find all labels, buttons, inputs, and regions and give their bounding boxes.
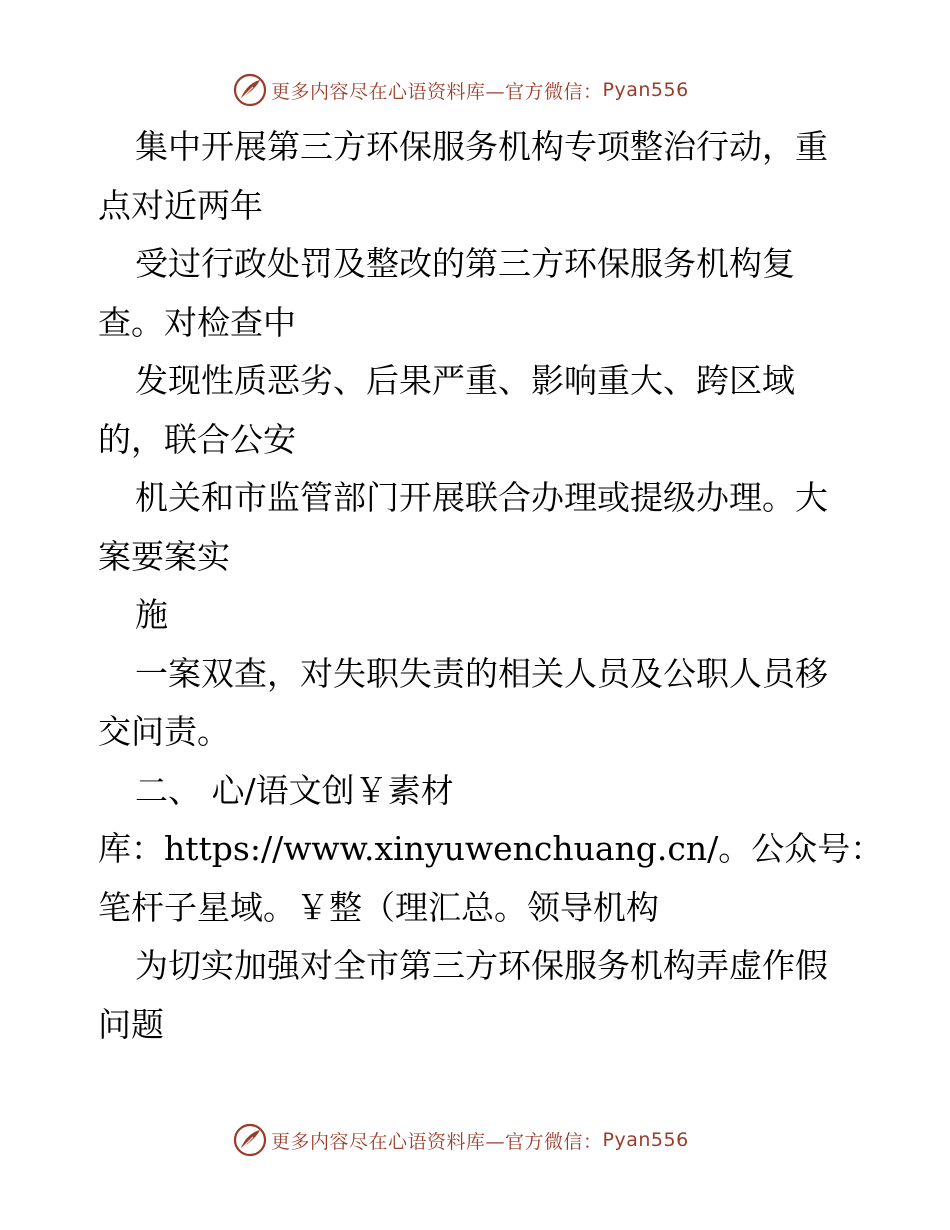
text-line: 交问责。 — [98, 712, 230, 751]
text-line: 案要案实 — [98, 536, 230, 576]
text-line: 机关和市监管部门开展联合办理或提级办理。大 — [135, 478, 828, 517]
text-line: 一案双查，对失职失责的相关人员及公职人员移 — [135, 653, 828, 693]
watermark-text: 更多内容尽在心语资料库—官方微信： — [271, 1130, 603, 1153]
header-watermark — [233, 72, 753, 108]
document-body — [98, 118, 884, 1054]
text-line: 点对近两年 — [98, 185, 263, 225]
text-line: 问题 — [98, 1004, 164, 1044]
watermark-text: 更多内容尽在心语资料库—官方微信： — [271, 80, 603, 103]
text-line: 集中开展第三方环保服务机构专项整治行动，重 — [135, 127, 828, 166]
text-line: 施 — [135, 595, 168, 634]
footer-watermark — [233, 1122, 753, 1158]
text-line: 发现性质恶劣、后果严重、影响重大、跨区域 — [135, 361, 795, 400]
feather-logo-icon — [233, 1123, 267, 1157]
watermark-wechat-id: Pyan556 — [602, 1129, 689, 1151]
watermark-wechat-id: Pyan556 — [602, 79, 689, 101]
section-heading: 二、 心/语文创￥素材 — [135, 770, 454, 810]
text-line: 受过行政处罚及整改的第三方环保服务机构复 — [135, 244, 795, 283]
feather-logo-icon — [233, 73, 267, 107]
text-line: 查。对检查中 — [98, 302, 296, 342]
text-line: 的，联合公安 — [98, 419, 296, 459]
text-line: 库：https://www.xinyuwenchuang.cn/。公众号： — [98, 829, 884, 868]
text-line: 笔杆子星域。￥整（理汇总。领导机构 — [98, 887, 659, 927]
text-line: 为切实加强对全市第三方环保服务机构弄虚作假 — [135, 946, 828, 985]
